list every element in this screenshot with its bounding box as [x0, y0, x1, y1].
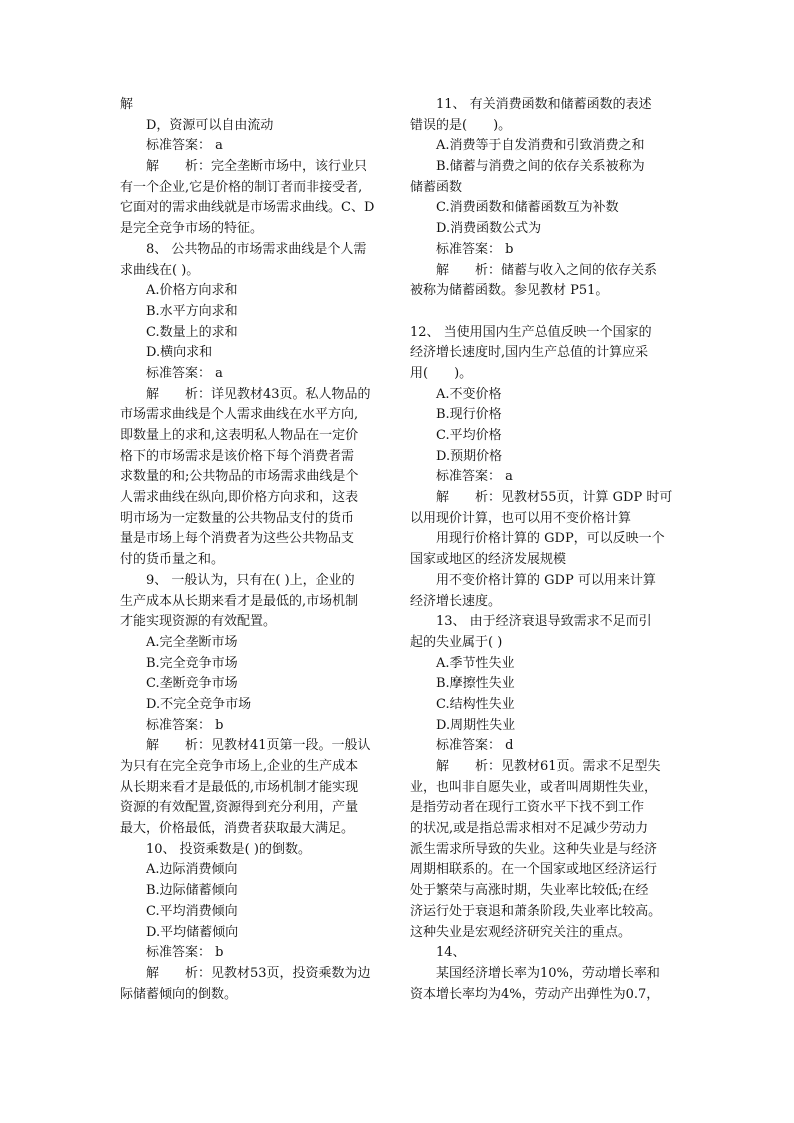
- text-line: 标准答案： b: [146, 717, 224, 733]
- text-line: 经济增长速度。: [410, 593, 502, 609]
- text-line: 处于繁荣与高涨时期，失业率比较低;在经: [410, 883, 649, 899]
- text-line: C.垄断竞争市场: [146, 676, 238, 692]
- text-line: 生产成本从长期来看才是最低的,市场机制: [120, 593, 359, 609]
- left-column: [120, 95, 390, 1005]
- text-line: 解 析：储蓄与收入之间的依存关系: [436, 262, 658, 278]
- text-line: 错误的是( )。: [410, 117, 512, 133]
- text-line: 标准答案： a: [146, 138, 223, 154]
- text-line: 用( )。: [410, 365, 473, 381]
- text-line: 10、 投资乘数是( )的倒数。: [146, 841, 311, 857]
- text-line: 济运行处于衰退和萧条阶段,失业率比较高。: [410, 903, 662, 919]
- text-line: 有一个企业,它是价格的制订者而非接受者,: [120, 179, 363, 195]
- text-line: B.完全竞争市场: [146, 655, 238, 671]
- text-line: 解 析：见教材55页，计算 GDP 时可: [436, 490, 673, 506]
- text-line: 周期相联系的。在一个国家或地区经济运行: [410, 862, 658, 878]
- text-line: A.完全垄断市场: [146, 634, 238, 650]
- text-line: 付的货币量之和。: [120, 552, 225, 568]
- text-line: A.价格方向求和: [146, 283, 238, 299]
- text-line: 被称为储蓄函数。参见教材 P51。: [410, 283, 609, 299]
- text-line: 求曲线在( )。: [120, 262, 200, 278]
- text-line: B.储蓄与消费之间的依存关系被称为: [436, 159, 645, 175]
- text-line: 12、 当使用国内生产总值反映一个国家的: [410, 324, 652, 340]
- text-line: 才能实现资源的有效配置。: [120, 614, 277, 630]
- text-line: B.现行价格: [436, 407, 502, 423]
- text-line: D.消费函数公式为: [436, 221, 542, 237]
- text-line: 国家或地区的经济发展规模: [410, 552, 567, 568]
- text-line: 经济增长速度时,国内生产总值的计算应采: [410, 345, 649, 361]
- text-line: 格下的市场需求是该价格下每个消费者需: [120, 448, 355, 464]
- text-line: 求数量的和;公共物品的市场需求曲线是个: [120, 469, 359, 485]
- text-line: B.水平方向求和: [146, 303, 238, 319]
- text-line: 标准答案： b: [146, 945, 224, 961]
- text-line: 13、 由于经济衰退导致需求不足而引: [436, 614, 652, 630]
- text-line: D.周期性失业: [436, 717, 516, 733]
- text-line: 标准答案： a: [146, 365, 223, 381]
- text-line: 解: [120, 97, 134, 112]
- text-line: 量是市场上每个消费者为这些公共物品支: [120, 531, 355, 547]
- text-line: 解 析：详见教材43页。私人物品的: [146, 386, 371, 402]
- text-line: 明市场为一定数量的公共物品支付的货币: [120, 510, 355, 526]
- text-line: A.不变价格: [436, 386, 502, 402]
- text-line: 资本增长率均为4%，劳动产出弹性为0.7，: [410, 986, 660, 1002]
- text-line: 储蓄函数: [410, 179, 463, 195]
- text-line: 际储蓄倾向的倒数。: [120, 986, 238, 1002]
- text-line: 14、: [436, 945, 466, 961]
- text-line: B.边际储蓄倾向: [146, 883, 238, 899]
- text-line: 解 析：完全垄断市场中，该行业只: [146, 159, 368, 175]
- text-line: 用不变价格计算的 GDP 可以用来计算: [436, 572, 656, 588]
- text-line: C.数量上的求和: [146, 324, 238, 340]
- text-line: 解 析：见教材53页，投资乘数为边: [146, 965, 371, 981]
- text-line: 是指劳动者在现行工资水平下找不到工作: [410, 800, 645, 816]
- text-line: 以用现价计算，也可以用不变价格计算: [410, 510, 632, 526]
- right-column: [410, 95, 680, 1005]
- text-line: B.摩擦性失业: [436, 676, 515, 692]
- text-line: 从长期来看才是最低的,市场机制才能实现: [120, 779, 359, 795]
- text-line: 标准答案： a: [436, 469, 513, 485]
- text-line: C.平均价格: [436, 428, 502, 443]
- text-line: 8、 公共物品的市场需求曲线是个人需: [146, 241, 367, 257]
- text-line: 这种失业是宏观经济研究关注的重点。: [410, 924, 632, 940]
- text-line: 标准答案： b: [436, 241, 514, 257]
- text-line: 9、 一般认为，只有在( )上，企业的: [146, 572, 355, 588]
- text-line: 市场需求曲线是个人需求曲线在水平方向,: [120, 407, 359, 423]
- text-line: 标准答案： d: [436, 738, 514, 754]
- text-line: 解 析：见教材61页。需求不足型失: [436, 759, 661, 774]
- text-line: C.结构性失业: [436, 696, 515, 712]
- text-line: D.不完全竞争市场: [146, 696, 252, 712]
- text-line: 人需求曲线在纵向,即价格方向求和，这表: [120, 490, 359, 506]
- text-line: 最大，价格最低，消费者获取最大满足。: [120, 821, 355, 837]
- text-line: A.消费等于自发消费和引致消费之和: [436, 138, 645, 154]
- text-line: 资源的有效配置,资源得到充分利用，产量: [120, 800, 359, 816]
- text-line: 的状况,或是指总需求相对不足减少劳动力: [410, 821, 649, 837]
- text-line: 它面对的需求曲线就是市场需求曲线。C、D: [120, 200, 375, 216]
- text-line: D.预期价格: [436, 448, 503, 464]
- text-line: C.平均消费倾向: [146, 903, 238, 919]
- text-line: 用现行价格计算的 GDP，可以反映一个: [436, 531, 665, 547]
- text-line: A.边际消费倾向: [146, 862, 238, 878]
- text-line: 即数量上的求和,这表明私人物品在一定价: [120, 428, 359, 443]
- text-line: D.平均储蓄倾向: [146, 924, 239, 940]
- text-line: [410, 302, 680, 323]
- text-line: 某国经济增长率为10%，劳动增长率和: [436, 965, 660, 981]
- text-line: 是完全竞争市场的特征。: [120, 221, 264, 237]
- text-line: D，资源可以自由流动: [146, 117, 274, 133]
- text-line: A.季节性失业: [436, 655, 515, 671]
- text-line: 11、 有关消费函数和储蓄函数的表述: [436, 97, 652, 112]
- text-line: 为只有在完全竞争市场上,企业的生产成本: [120, 759, 359, 774]
- text-line: 解 析：见教材41页第一段。一般认: [146, 738, 371, 754]
- text-line: 派生需求所导致的失业。这种失业是与经济: [410, 841, 658, 857]
- text-line: D.横向求和: [146, 345, 213, 361]
- text-line: 业，也叫非自愿失业，或者叫周期性失业，: [410, 779, 658, 795]
- text-line: C.消费函数和储蓄函数互为补数: [436, 200, 619, 216]
- text-line: 起的失业属于( ): [410, 634, 503, 650]
